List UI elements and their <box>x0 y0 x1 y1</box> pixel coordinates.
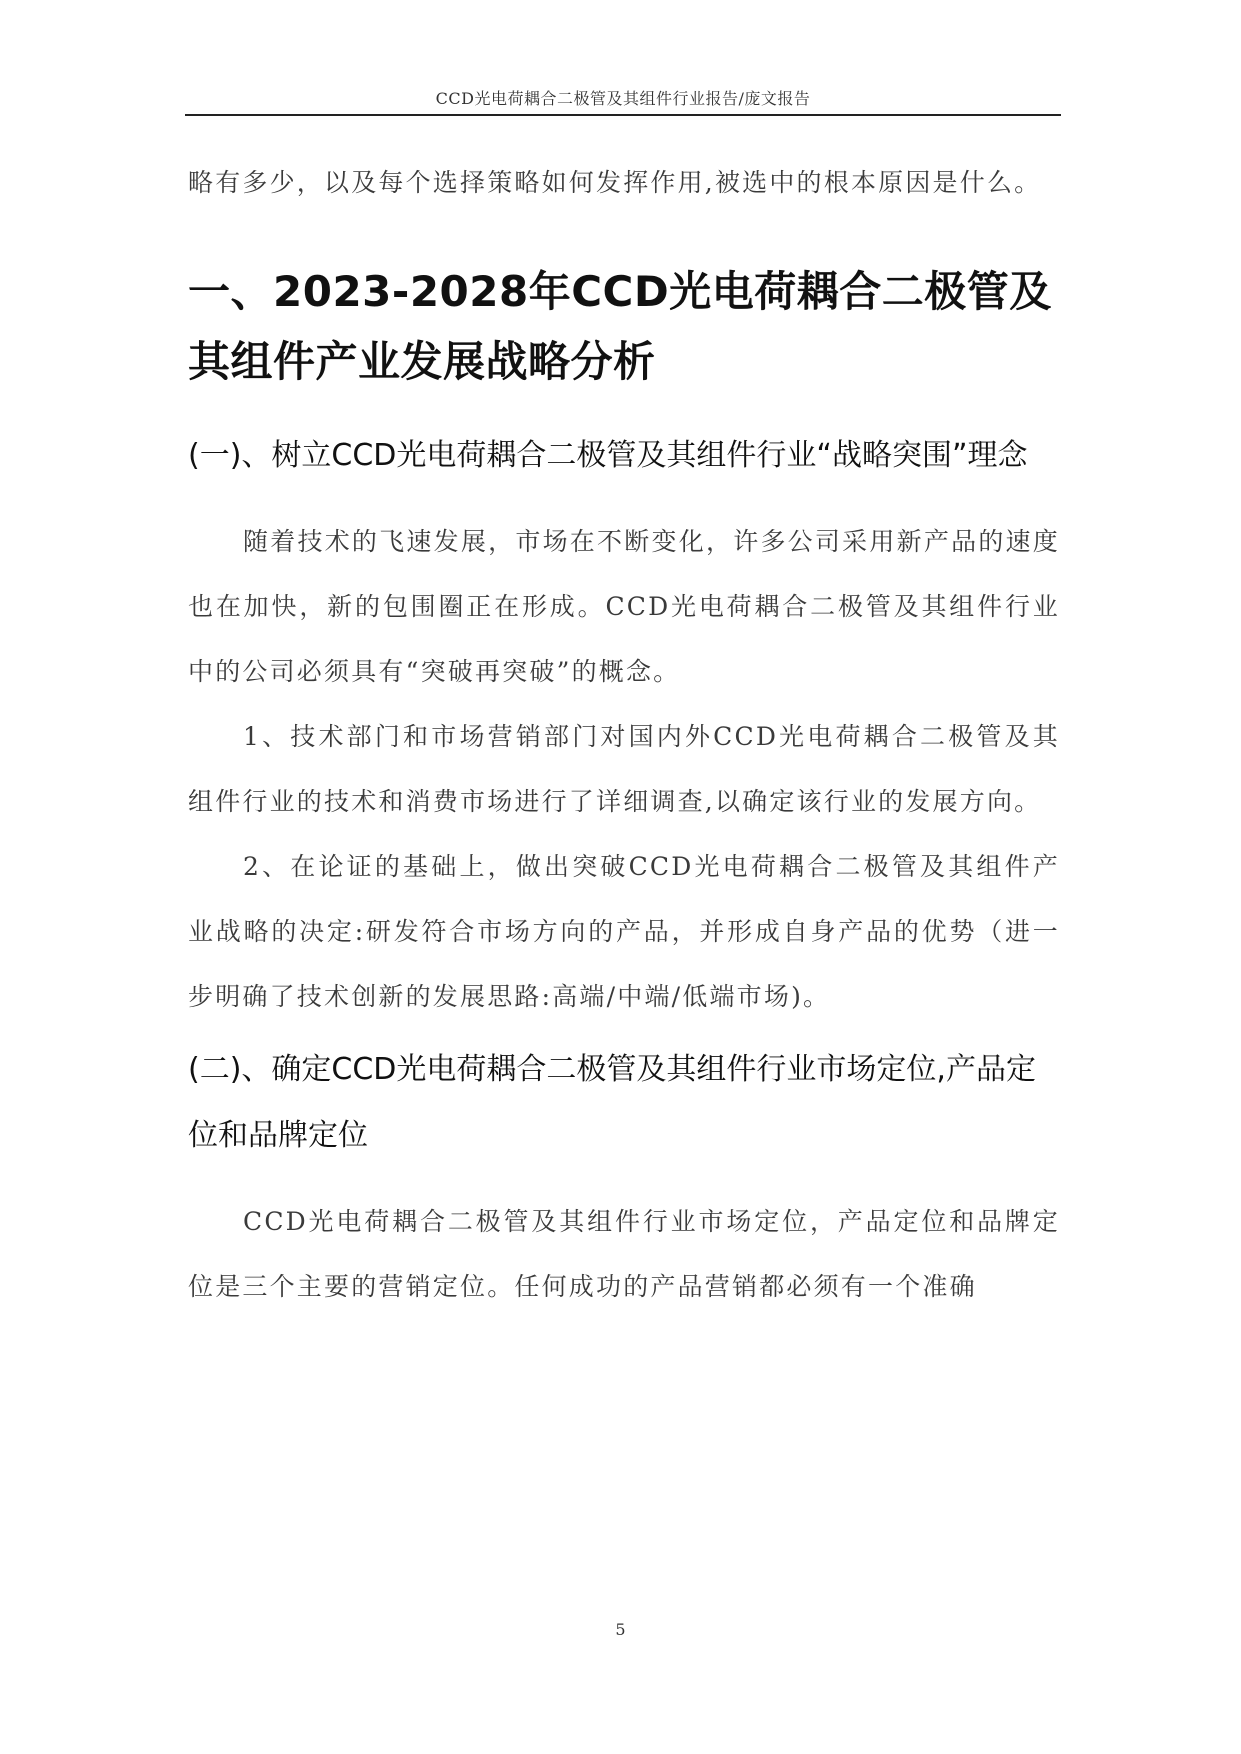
intro-paragraph: 略有多少，以及每个选择策略如何发挥作用,被选中的根本原因是什么。 <box>188 168 1042 197</box>
page-content <box>188 150 1060 1319</box>
subsection-heading-2: (二)、确定CCD光电荷耦合二极管及其组件行业市场定位,产品定位和品牌定位 <box>188 1052 1036 1153</box>
body-paragraph: 随着技术的飞速发展，市场在不断变化，许多公司采用新产品的速度也在加快，新的包围圈正在形成。CCD光电荷耦合二极管及其组件行业中的公司必须具有“突破再突破”的概念。 <box>188 527 1060 686</box>
section-heading: 一、2023-2028年CCD光电荷耦合二极管及其组件产业发展战略分析 <box>188 267 1052 386</box>
page-number: 5 <box>615 1620 626 1639</box>
subsection-heading-1: (一)、树立CCD光电荷耦合二极管及其组件行业“战略突围”理念 <box>188 438 1028 473</box>
body-paragraph: 1、技术部门和市场营销部门对国内外CCD光电荷耦合二极管及其组件行业的技术和消费市场进行了详细调查,以确定该行业的发展方向。 <box>188 722 1060 816</box>
running-header: CCD光电荷耦合二极管及其组件行业报告/庞文报告 <box>435 89 811 108</box>
header-divider <box>185 114 1061 116</box>
body-paragraph: 2、在论证的基础上，做出突破CCD光电荷耦合二极管及其组件产业战略的决定:研发符合市场方向的产品，并形成自身产品的优势（进一步明确了技术创新的发展思路:高端/中端/低端市场)。 <box>188 852 1060 1011</box>
body-paragraph: CCD光电荷耦合二极管及其组件行业市场定位，产品定位和品牌定位是三个主要的营销定位。任何成功的产品营销都必须有一个准确 <box>188 1207 1060 1301</box>
